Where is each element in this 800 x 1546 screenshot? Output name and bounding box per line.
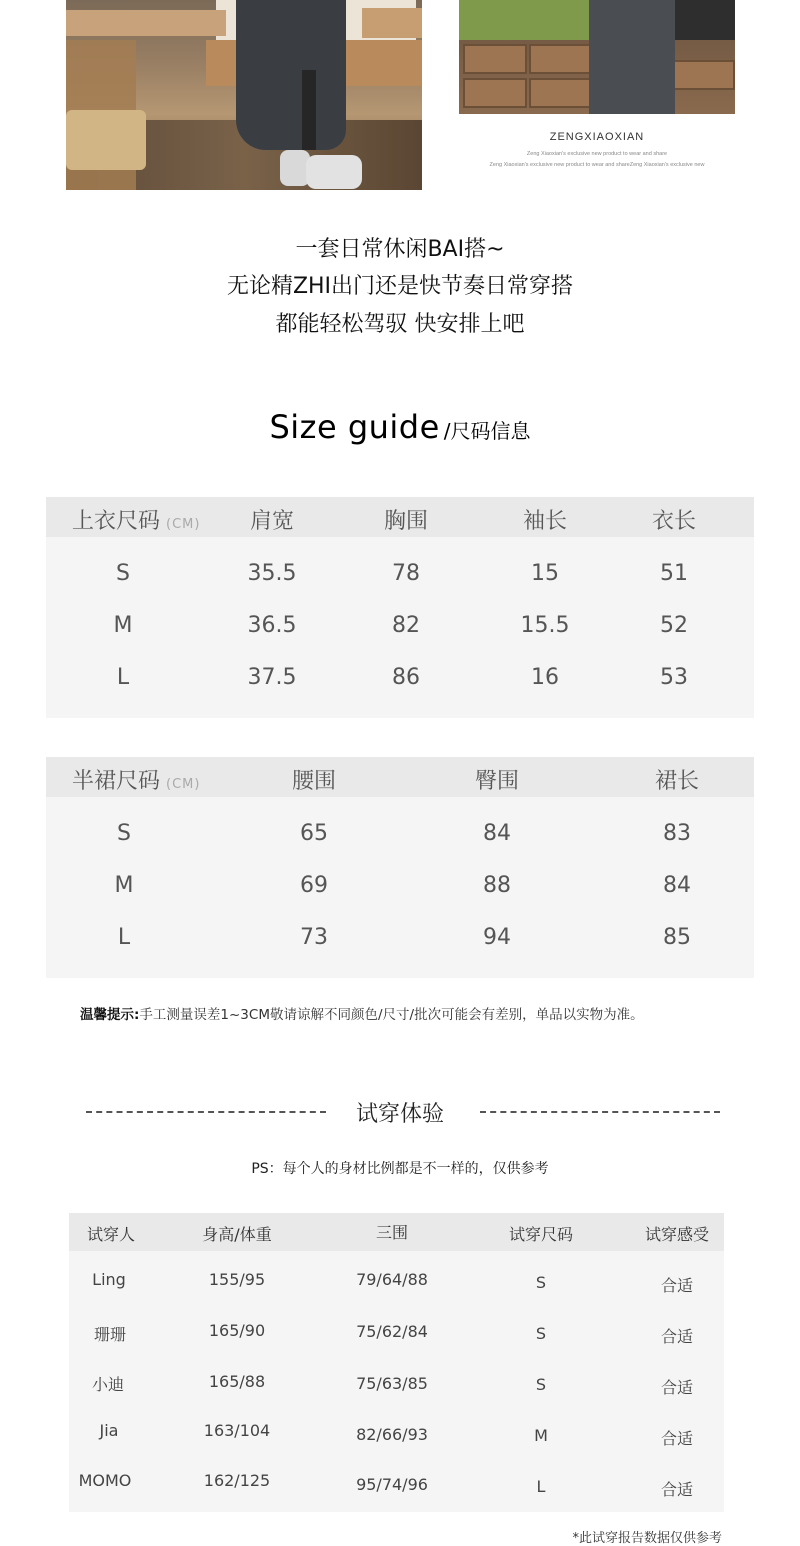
value-cell: 85 [663, 925, 691, 950]
value-cell: 86 [392, 665, 420, 690]
table-header [69, 1213, 724, 1251]
table-row [69, 1459, 724, 1509]
measurements: 82/66/93 [356, 1425, 428, 1444]
value-cell: 15.5 [520, 613, 570, 638]
fit-feeling: 合适 [660, 1480, 694, 1499]
try-on-footnote: *此试穿报告数据仅供参考 [572, 1531, 722, 1546]
value-cell: 83 [663, 821, 691, 846]
header-label-text: 半裙尺码 [72, 769, 161, 794]
brand-tagline: Zeng Xiaoxian's exclusive new product to wear and shareZeng Xiaoxian's exclusive new [489, 162, 705, 168]
value-cell: 82 [392, 613, 420, 638]
column-header: 肩宽 [249, 509, 294, 534]
measurement-notice [80, 1003, 644, 1023]
tester-name: Ling [92, 1270, 126, 1289]
intro-line: 一套日常休闲BAI搭~ [295, 237, 505, 262]
tester-name: Jia [99, 1421, 119, 1440]
measurements: 75/62/84 [356, 1322, 428, 1341]
value-cell: 52 [660, 613, 688, 638]
value-cell: 53 [660, 665, 688, 690]
tried-size: S [535, 1273, 547, 1292]
fit-feeling: 合适 [660, 1429, 694, 1448]
unit-label: (CM) [166, 517, 201, 532]
value-cell: 84 [663, 873, 691, 898]
value-cell: 84 [483, 821, 511, 846]
table-row [69, 1308, 724, 1358]
size-cell: S [117, 821, 131, 846]
value-cell: 15 [531, 561, 559, 586]
top-size-table [46, 497, 754, 718]
value-cell: 65 [300, 821, 328, 846]
table-row [46, 653, 754, 705]
value-cell: 36.5 [247, 613, 297, 638]
skirt-size-table [46, 757, 754, 978]
try-on-title: 试穿体验 [355, 1102, 444, 1127]
try-on-ps: PS：每个人的身材比例都是不一样的，仅供参考 [251, 1161, 549, 1177]
size-cell: L [116, 665, 130, 690]
notice-text: 手工测量误差1~3CM敬请谅解不同颜色/尺寸/批次可能会有差别，单品以实物为准。 [139, 1007, 644, 1023]
fit-feeling: 合适 [660, 1327, 694, 1346]
try-on-heading [0, 1097, 800, 1127]
column-header: 试穿尺码 [508, 1225, 574, 1244]
tried-size: S [535, 1324, 547, 1343]
column-header: 身高/体重 [202, 1225, 272, 1244]
tried-size: L [536, 1477, 546, 1496]
size-cell: L [117, 925, 131, 950]
table-header-label [72, 764, 200, 795]
tried-size: S [535, 1375, 547, 1394]
fit-feeling: 合适 [660, 1276, 694, 1295]
tester-name: MOMO [78, 1471, 132, 1490]
value-cell: 35.5 [247, 561, 297, 586]
column-header: 臀围 [474, 769, 519, 794]
value-cell: 16 [531, 665, 559, 690]
value-cell: 94 [483, 925, 511, 950]
header-label-text: 上衣尺码 [72, 509, 161, 534]
column-header: 腰围 [291, 769, 336, 794]
brand-name: ZENGXIAOXIAN [549, 131, 645, 143]
unit-label: (CM) [166, 777, 201, 792]
table-header-label [72, 504, 200, 535]
height-weight: 162/125 [203, 1471, 271, 1490]
value-cell: 51 [660, 561, 688, 586]
value-cell: 78 [392, 561, 420, 586]
table-row [46, 861, 754, 913]
table-row [46, 809, 754, 861]
tester-name: 小迪 [91, 1375, 125, 1394]
size-guide-title-en: Size guide [269, 408, 440, 446]
height-weight: 163/104 [203, 1421, 271, 1440]
product-photo-right [459, 0, 735, 114]
size-cell: M [113, 613, 133, 638]
table-header [46, 497, 754, 537]
fit-feeling: 合适 [660, 1378, 694, 1397]
value-cell: 73 [300, 925, 328, 950]
size-cell: M [114, 873, 134, 898]
table-header [46, 757, 754, 797]
height-weight: 165/90 [208, 1321, 266, 1340]
brand-tagline: Zeng Xiaoxian's exclusive new product to wear and share [526, 151, 668, 157]
value-cell: 37.5 [247, 665, 297, 690]
intro-line: 无论精ZHI出门还是快节奏日常穿搭 [226, 274, 574, 299]
height-weight: 165/88 [208, 1372, 266, 1391]
size-guide-title [0, 408, 800, 446]
table-row [69, 1409, 724, 1459]
tried-size: M [534, 1426, 548, 1445]
table-row [69, 1258, 724, 1308]
column-header: 试穿感受 [644, 1225, 710, 1244]
product-photo-left [66, 0, 422, 190]
size-cell: S [116, 561, 130, 586]
value-cell: 88 [483, 873, 511, 898]
intro-line: 都能轻松驾驭 快安排上吧 [275, 312, 525, 337]
column-header: 裙长 [654, 769, 699, 794]
notice-label: 温馨提示: [80, 1007, 140, 1023]
column-header: 三围 [375, 1223, 409, 1242]
column-header: 胸围 [383, 509, 428, 534]
table-row [46, 913, 754, 965]
value-cell: 69 [300, 873, 328, 898]
table-row [46, 601, 754, 653]
height-weight: 155/95 [208, 1270, 266, 1289]
column-header: 袖长 [522, 509, 567, 534]
table-row [46, 549, 754, 601]
tester-name: 珊珊 [93, 1325, 127, 1344]
try-on-table [69, 1213, 724, 1512]
column-header: 试穿人 [86, 1225, 136, 1244]
measurements: 79/64/88 [356, 1270, 428, 1289]
column-header: 衣长 [651, 509, 696, 534]
measurements: 95/74/96 [356, 1475, 428, 1494]
table-row [69, 1359, 724, 1409]
size-guide-title-cn: /尺码信息 [443, 419, 531, 443]
measurements: 75/63/85 [356, 1374, 428, 1393]
